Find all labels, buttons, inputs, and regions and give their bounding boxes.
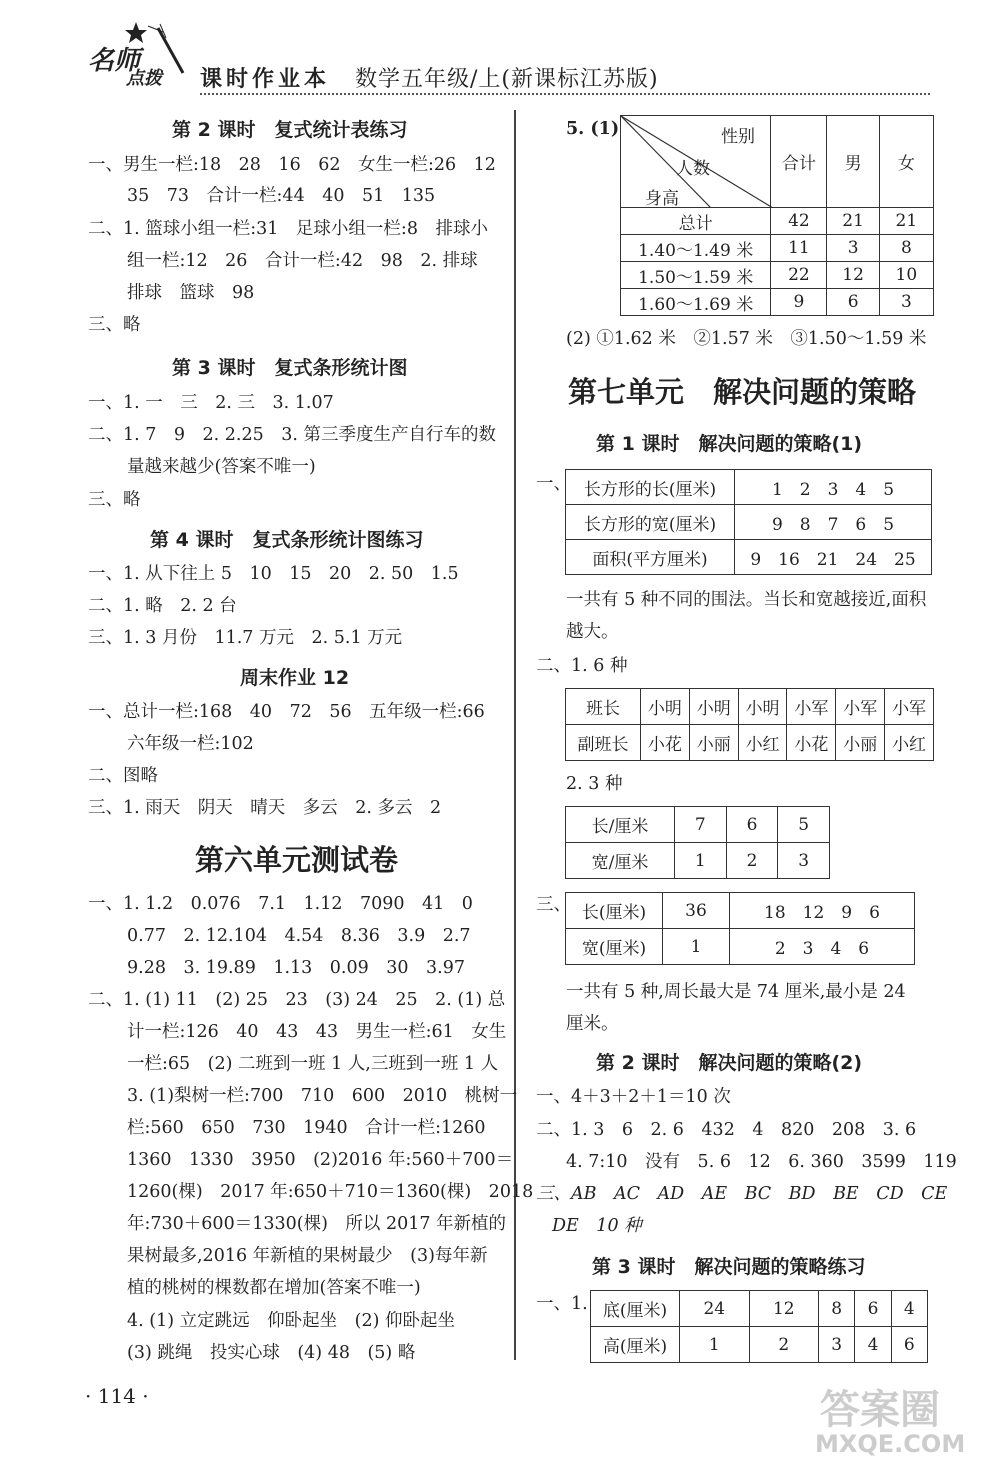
answer-line: 年:730＋600＝1330(棵) 所以 2017 年新植的 — [127, 1214, 507, 1234]
table-cell: 4 — [855, 1327, 891, 1363]
table-cell: 2 — [749, 1327, 819, 1363]
table-cell: 小明 — [738, 689, 787, 725]
table-row — [566, 540, 932, 575]
answer-line: 二、1. (1) 11 (2) 25 23 (3) 24 25 2. (1) 总 — [88, 990, 506, 1010]
answer-line: 一、总计一栏:168 40 72 56 五年级一栏:66 — [88, 702, 485, 722]
table-cell: 小花 — [787, 725, 836, 761]
height-gender-table — [620, 115, 934, 316]
answer-line: 一共有 5 种,周长最大是 74 厘米,最小是 24 — [566, 982, 906, 1002]
table-cell: 24 — [680, 1291, 750, 1327]
table-cell: 小红 — [885, 725, 934, 761]
section-title: 第 3 课时 复式条形统计图 — [172, 357, 408, 379]
table-cell: 3 — [778, 843, 830, 879]
answer-line: 一、4＋3＋2＋1＝10 次 — [536, 1087, 731, 1107]
answer-line: 一、1. 从下往上 5 10 15 20 2. 50 1.5 — [88, 564, 459, 584]
logo-sub-text: 点拨 — [126, 68, 162, 89]
answer-line: 一共有 5 种不同的围法。当长和宽越接近,面积 — [566, 590, 927, 610]
answer-line: 三、1. 3 月份 11.7 万元 2. 5.1 万元 — [88, 628, 403, 648]
answer-line: 4. 7:10 没有 5. 6 12 6. 360 3599 119 — [566, 1152, 957, 1172]
table-cell: 小丽 — [689, 725, 738, 761]
answer-line: 量越来越少(答案不唯一) — [127, 457, 316, 477]
header-rule — [200, 93, 930, 95]
answer-line: 3. (1)梨树一栏:700 710 600 2010 桃树一 — [127, 1086, 518, 1106]
table-row — [621, 208, 934, 235]
answer-line: 2. 3 种 — [566, 774, 623, 794]
table-row — [566, 470, 932, 505]
answer-line: 三、AB AC AD AE BC BD BE CD CE — [536, 1184, 948, 1204]
table-row — [566, 505, 932, 540]
table-row — [621, 235, 934, 262]
question-label: 5. (1) — [566, 119, 620, 139]
answer-line: 一、1. 1.2 0.076 7.1 1.12 7090 41 0 — [88, 894, 473, 914]
unit-title: 第七单元 解决问题的策略 — [568, 375, 917, 409]
table-cell: 12 — [749, 1291, 819, 1327]
answer-line: 厘米。 — [566, 1014, 619, 1034]
table-cell: 1 2 3 4 5 — [735, 470, 932, 505]
answer-line: 三、略 — [88, 315, 141, 335]
table-cell: 小明 — [689, 689, 738, 725]
section-title: 第 1 课时 解决问题的策略(1) — [596, 433, 863, 455]
table-cell: 小丽 — [836, 725, 885, 761]
table-cell: 3 — [879, 289, 933, 316]
watermark: 答案圈 — [820, 1387, 940, 1433]
answer-line: 三、1. 雨天 阴天 晴天 多云 2. 多云 2 — [88, 798, 442, 818]
answer-line: 一、1. 一 三 2. 三 3. 1.07 — [88, 393, 334, 413]
publisher-logo — [88, 18, 188, 88]
answer-line: 栏:560 650 730 1940 合计一栏:1260 — [127, 1118, 486, 1138]
class-leader-table — [565, 688, 934, 761]
table-cell: 总计 — [621, 208, 771, 235]
table-row — [621, 289, 934, 316]
table-cell: 底(厘米) — [591, 1291, 680, 1327]
table-row — [566, 807, 830, 843]
table-row — [591, 1291, 928, 1327]
table-header: 男 — [827, 116, 879, 208]
table-cell: 21 — [879, 208, 933, 235]
table-cell: 1.40～1.49 米 — [621, 235, 771, 262]
table-cell: 5 — [778, 807, 830, 843]
table-cell: 3 — [827, 235, 879, 262]
column-divider — [514, 110, 516, 1360]
diag-bot-label: 身高 — [645, 189, 679, 209]
logo-main-text: 名师 — [88, 46, 141, 76]
table-cell: 36 — [663, 893, 730, 929]
table-cell: 7 — [675, 807, 727, 843]
page-number: · 114 · — [85, 1384, 149, 1408]
answer-line: 一、1. — [536, 1294, 588, 1314]
table-cell: 42 — [771, 208, 827, 235]
table-row — [566, 725, 934, 761]
table-cell: 1 — [663, 929, 730, 965]
table-cell: 副班长 — [566, 725, 641, 761]
table-cell: 3 — [819, 1327, 855, 1363]
table-header: 女 — [879, 116, 933, 208]
header-subject: 数学五年级/上(新课标江苏版) — [355, 67, 659, 92]
length-width-table — [565, 806, 830, 879]
answer-line: 越大。 — [566, 622, 619, 642]
table-cell: 6 — [855, 1291, 891, 1327]
table-cell: 9 8 7 6 5 — [735, 505, 932, 540]
table-cell: 长方形的长(厘米) — [566, 470, 735, 505]
table-row — [566, 843, 830, 879]
header-series: 课时作业本 — [200, 66, 331, 92]
answer-line: 1260(棵) 2017 年:650＋710＝1360(棵) 2018 — [127, 1182, 534, 1202]
table-row — [566, 929, 915, 965]
diagonal-header-cell — [621, 116, 771, 208]
table-cell: 长方形的宽(厘米) — [566, 505, 735, 540]
answer-line: 一栏:65 (2) 二班到一班 1 人,三班到一班 1 人 — [127, 1054, 499, 1074]
table-cell: 2 3 4 6 — [730, 929, 915, 965]
answer-line: 4. (1) 立定跳远 仰卧起坐 (2) 仰卧起坐 — [127, 1311, 455, 1331]
answer-line: 35 73 合计一栏:44 40 51 135 — [127, 186, 436, 206]
table-cell: 12 — [827, 262, 879, 289]
table-cell: 宽(厘米) — [566, 929, 663, 965]
answer-line: 二、1. 7 9 2. 2.25 3. 第三季度生产自行车的数 — [88, 425, 497, 445]
diag-mid-label: 人数 — [676, 159, 710, 179]
table-row — [566, 893, 915, 929]
table-cell: 班长 — [566, 689, 641, 725]
table-cell: 高(厘米) — [591, 1327, 680, 1363]
table-cell: 小明 — [641, 689, 690, 725]
answer-line: 计一栏:126 40 43 43 男生一栏:61 女生 — [127, 1022, 507, 1042]
answer-line: DE 10 种 — [552, 1216, 642, 1236]
table-cell: 1.50～1.59 米 — [621, 262, 771, 289]
answer-line: 二、1. 篮球小组一栏:31 足球小组一栏:8 排球小 — [88, 219, 488, 239]
answer-line: 一、男生一栏:18 28 16 62 女生一栏:26 12 — [88, 155, 496, 175]
perimeter-table — [565, 892, 915, 965]
test-title: 第六单元测试卷 — [195, 843, 399, 877]
table-cell: 1 — [675, 843, 727, 879]
watermark-url: MXQE.COM — [815, 1430, 966, 1458]
answer-line: 二、1. 6 种 — [536, 656, 628, 676]
table-cell: 小军 — [885, 689, 934, 725]
table-cell: 2 — [726, 843, 778, 879]
base-height-table — [590, 1290, 928, 1363]
section-title: 第 3 课时 解决问题的策略练习 — [592, 1256, 866, 1278]
answer-line: 9.28 3. 19.89 1.13 0.09 30 3.97 — [127, 958, 465, 978]
table-cell: 8 — [819, 1291, 855, 1327]
table-cell: 9 16 21 24 25 — [735, 540, 932, 575]
table-cell: 面积(平方厘米) — [566, 540, 735, 575]
answer-line: 一、 — [536, 474, 571, 494]
answer-line: 三、 — [536, 895, 571, 915]
answer-line: 六年级一栏:102 — [127, 734, 254, 754]
answer-line: 果树最多,2016 年新植的果树最少 (3)每年新 — [127, 1246, 488, 1266]
answer-line: 排球 篮球 98 — [127, 283, 255, 303]
table-row — [566, 689, 934, 725]
table-cell: 长/厘米 — [566, 807, 675, 843]
answer-line: 1360 1330 3950 (2)2016 年:560＋700＝ — [127, 1150, 514, 1170]
table-cell: 小军 — [787, 689, 836, 725]
answer-line: (3) 跳绳 投实心球 (4) 48 (5) 略 — [127, 1343, 416, 1363]
table-cell: 6 — [726, 807, 778, 843]
table-cell: 22 — [771, 262, 827, 289]
section-title: 第 2 课时 解决问题的策略(2) — [596, 1052, 863, 1074]
table-header: 合计 — [771, 116, 827, 208]
rectangle-table — [565, 469, 932, 575]
answer-line: 三、略 — [88, 490, 141, 510]
table-row — [621, 262, 934, 289]
table-cell: 小红 — [738, 725, 787, 761]
answer-line: 植的桃树的棵数都在增加(答案不唯一) — [127, 1278, 421, 1298]
section-title: 第 2 课时 复式统计表练习 — [172, 119, 408, 141]
table-cell: 长(厘米) — [566, 893, 663, 929]
section-title: 周末作业 12 — [240, 667, 350, 689]
table-cell: 8 — [879, 235, 933, 262]
diag-top-label: 性别 — [721, 127, 755, 147]
answer-line: 二、1. 略 2. 2 台 — [88, 596, 237, 616]
table-cell: 9 — [771, 289, 827, 316]
table-cell: 宽/厘米 — [566, 843, 675, 879]
table-row — [591, 1327, 928, 1363]
answer-line: 0.77 2. 12.104 4.54 8.36 3.9 2.7 — [127, 926, 471, 946]
table-cell: 4 — [891, 1291, 927, 1327]
answer-line: 组一栏:12 26 合计一栏:42 98 2. 排球 — [127, 251, 478, 271]
table-cell: 11 — [771, 235, 827, 262]
section-title: 第 4 课时 复式条形统计图练习 — [150, 529, 424, 551]
answer-line: (2) ①1.62 米 ②1.57 米 ③1.50～1.59 米 — [566, 329, 927, 349]
table-cell: 21 — [827, 208, 879, 235]
table-cell: 6 — [891, 1327, 927, 1363]
table-cell: 小军 — [836, 689, 885, 725]
answer-line: 二、1. 3 6 2. 6 432 4 820 208 3. 6 — [536, 1120, 917, 1140]
answer-line: 二、图略 — [88, 766, 158, 786]
table-cell: 小花 — [641, 725, 690, 761]
table-cell: 1 — [680, 1327, 750, 1363]
table-cell: 10 — [879, 262, 933, 289]
table-cell: 18 12 9 6 — [730, 893, 915, 929]
table-cell: 1.60～1.69 米 — [621, 289, 771, 316]
table-cell: 6 — [827, 289, 879, 316]
